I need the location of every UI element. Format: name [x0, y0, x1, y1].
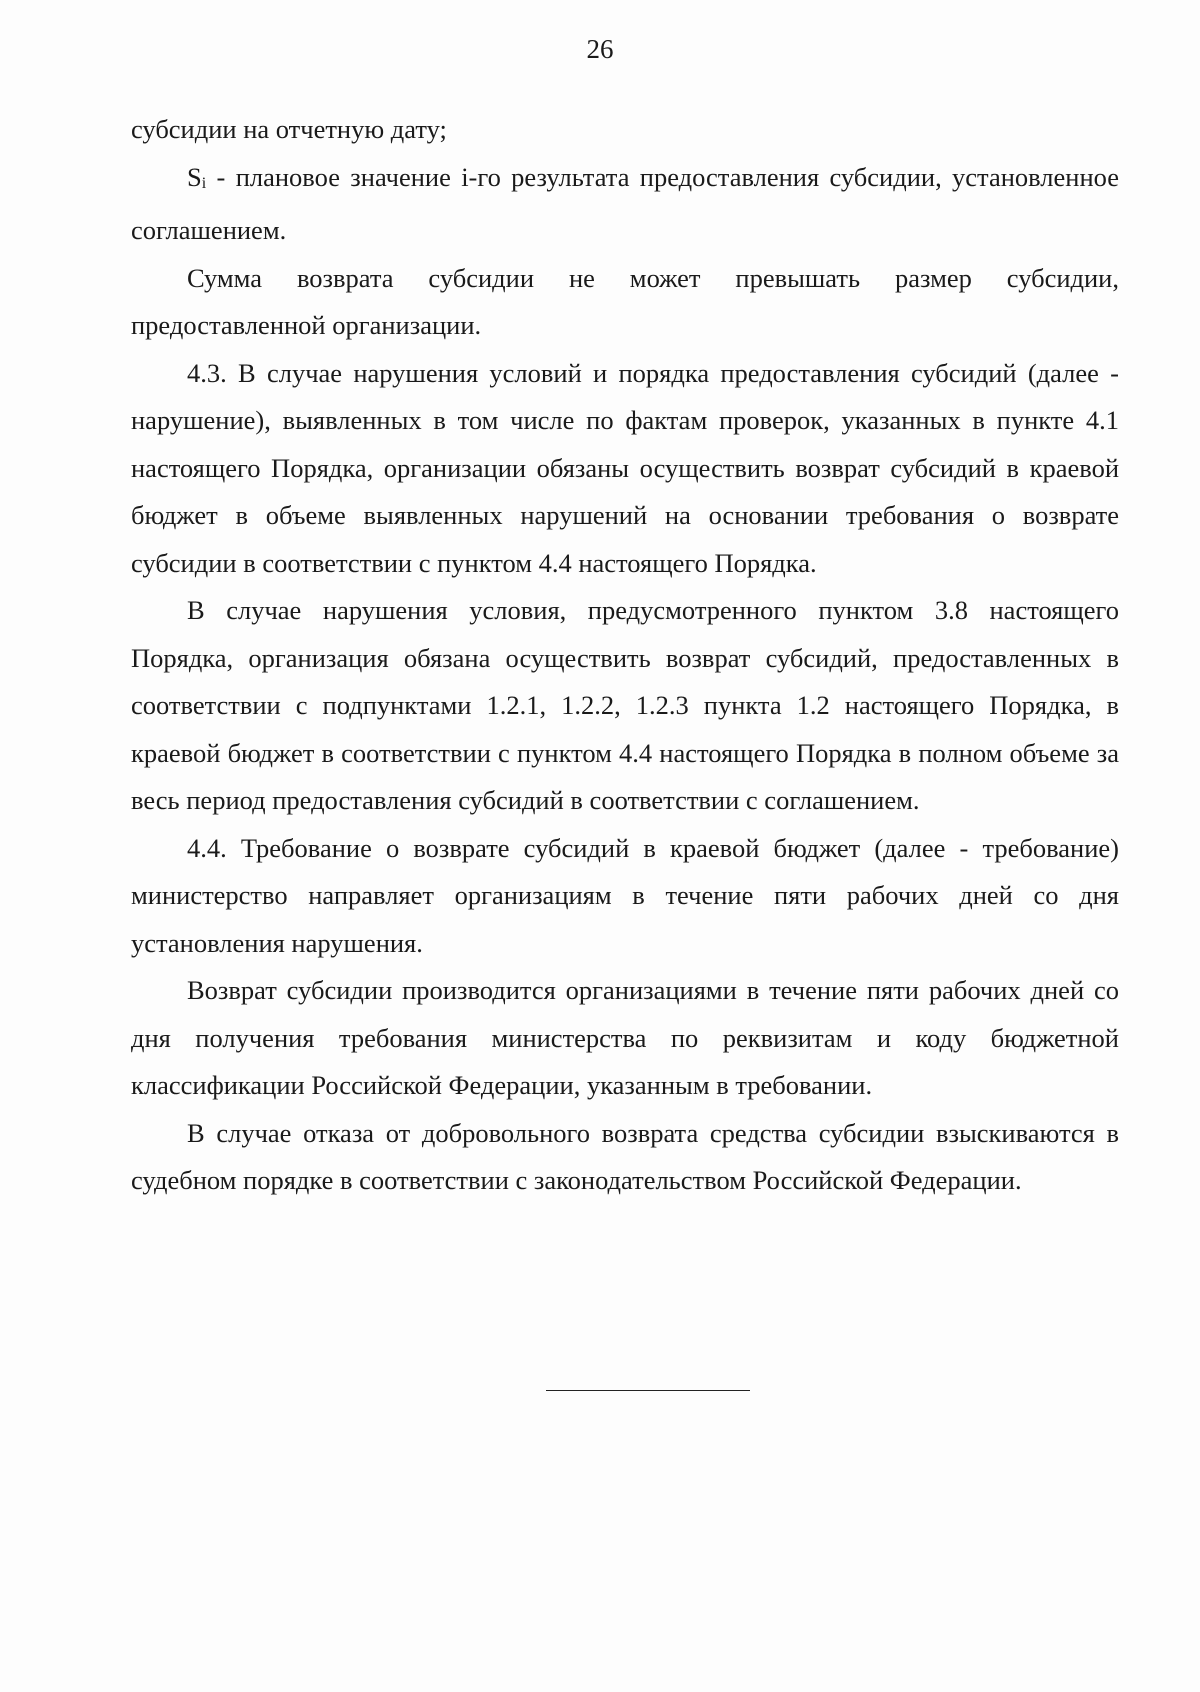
page-number: 26 — [586, 34, 614, 64]
formula-variable-subscript: i — [201, 174, 207, 192]
paragraph-4-3: 4.3. В случае нарушения условий и порядка предоставления субсидий (далее - нарушение), выявленных в том числе по фактам проверок, указанных в пункте 4.1 настоящего Порядка, организации обязаны осуществить возврат субсидий в краевой бюджет в объеме выявленных нарушений на основании требования о возврате субсидии в соответствии с пунктом 4.4 настоящего Порядка. — [131, 357, 1119, 578]
formula-definition-text: - плановое значение i-го результата предоставления субсидии, установленное соглашением. — [131, 161, 1119, 245]
formula-variable-symbol: S — [187, 161, 202, 192]
end-of-document-line — [546, 1390, 750, 1391]
paragraph-4-4: 4.4. Требование о возврате субсидий в краевой бюджет (далее - требование) министерство направляет организациям в течение пяти рабочих дней со дня установления нарушения. — [131, 832, 1119, 958]
document-body — [131, 106, 1119, 1205]
paragraph-court-recovery: В случае отказа от добровольного возврата средства субсидии взыскиваются в судебном порядке в соответствии с законодательством Российской Федерации. — [131, 1117, 1119, 1195]
paragraph-refund-procedure: Возврат субсидии производится организациями в течение пяти рабочих дней со дня получения требования министерства по реквизитам и коду бюджетной классификации Российской Федерации, указанным в требовании. — [131, 975, 1119, 1100]
paragraph-refund-limit: Сумма возврата субсидии не может превышать размер субсидии, предоставленной организации. — [131, 262, 1119, 340]
paragraph-formula-definition — [131, 154, 1119, 255]
paragraph-continuation: субсидии на отчетную дату; — [131, 114, 447, 144]
paragraph-condition-3-8: В случае нарушения условия, предусмотренного пунктом 3.8 настоящего Порядка, организация обязана осуществить возврат субсидий, предоставленных в соответствии с подпунктами 1.2.1, 1.2.2, 1.2.3 пункта 1.2 настоящего Порядка, в краевой бюджет в соответствии с пунктом 4.4 настоящего Порядка в полном объеме за весь период предоставления субсидий в соответствии с соглашением. — [131, 595, 1119, 815]
formula-variable — [187, 162, 206, 192]
